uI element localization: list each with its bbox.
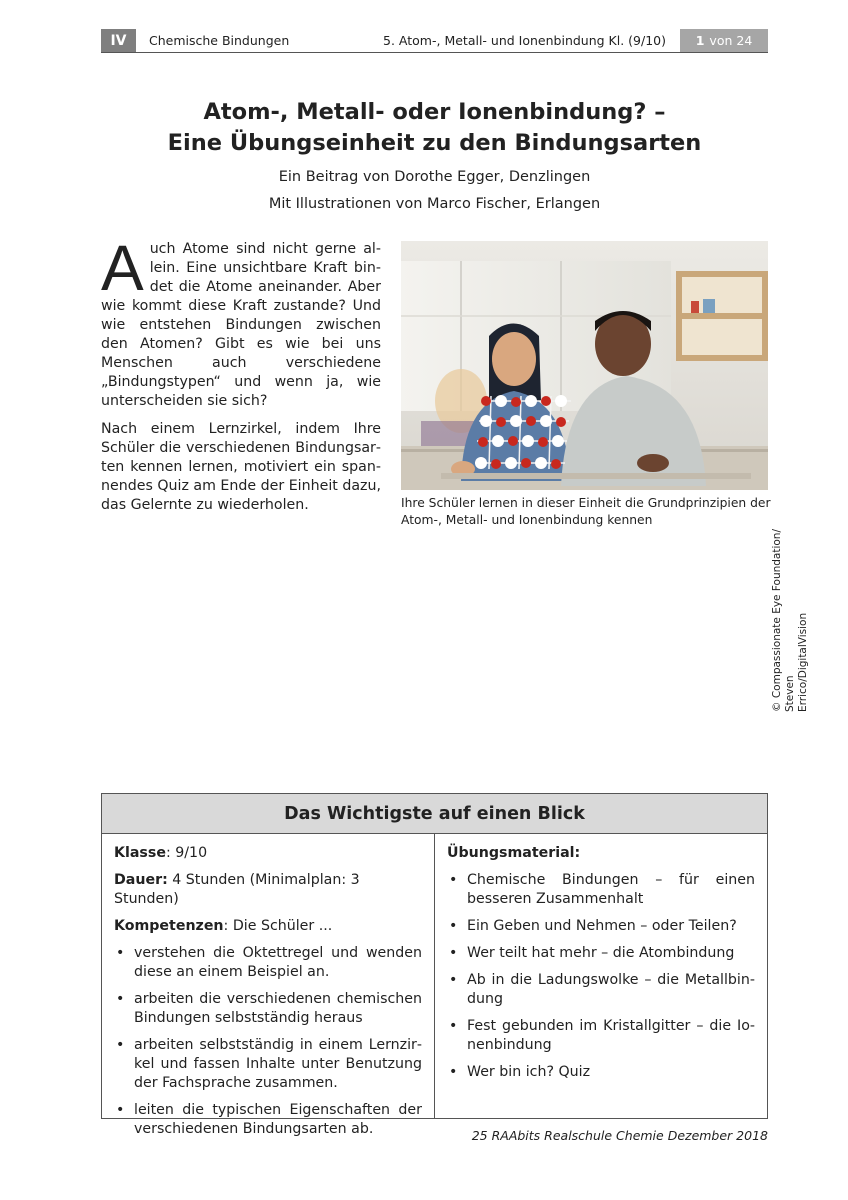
page-header: [101, 29, 768, 53]
class-label: Klasse: [114, 845, 166, 861]
list-item: • leiten die typischen Eigenschaften der verschiedenen Bindungsarten ab.: [114, 1101, 422, 1139]
summary-heading: Das Wichtigste auf einen Blick: [102, 794, 767, 834]
intro-paragraph-1-text: uch Atome sind nicht gerne allein. Eine unsichtbare Kraft bindet die Atome aneinander. Aber wie kommt diese Kraft zustande? Und wie entstehen Bindungen zwischen den Atomen? Gibt es wie bei uns Menschen auch verschiedene „Bindungstypen“ und wenn ja, wie unterscheiden sie sich?: [101, 241, 381, 409]
intro-text: [101, 232, 381, 524]
list-item: • verstehen die Oktettregel und wenden diese an einem Beispiel an.: [114, 944, 422, 982]
class-row: [114, 844, 422, 863]
page-current: 1: [695, 33, 705, 48]
photo-credit-line-1: © Compassionate Eye Foundation/ Steven: [771, 528, 796, 712]
list-item: • Wer bin ich? Quiz: [447, 1063, 755, 1082]
competencies-label: Kompetenzen: [114, 918, 224, 934]
photo-credit: [771, 490, 809, 740]
header-subject: Chemische Bindungen: [149, 33, 290, 48]
classroom-photo: [401, 241, 768, 490]
intro-paragraph-2: Nach einem Lernzirkel, indem Ihre Schüler die verschiedenen Bindungsarten kennen lernen, motiviert ein spannendes Quiz am Ende der Einheit dazu, das Gelernte zu wiederholen.: [101, 421, 381, 513]
header-unit: 5. Atom-, Metall- und Ionenbindung Kl. (9/10): [383, 33, 666, 48]
author-line: Ein Beitrag von Dorothe Egger, Denzlingen: [278, 169, 591, 185]
material-list: [447, 871, 755, 1082]
list-item: • Ein Geben und Nehmen – oder Teilen?: [447, 917, 755, 936]
competencies-row: [114, 917, 422, 936]
title-line-2: Eine Übungseinheit zu den Bindungsarten: [167, 130, 702, 156]
photo-caption: Ihre Schüler lernen in dieser Einheit die Grundprinzipien der Atom-, Metall- und Ionenbindung kennen: [401, 496, 771, 527]
class-value: : 9/10: [165, 845, 208, 861]
competencies-list: [114, 944, 422, 1139]
duration-row: [114, 871, 422, 909]
page-indicator: [680, 29, 768, 52]
drop-cap: A: [101, 232, 144, 304]
photo-illustration: [401, 241, 768, 490]
duration-value: 4 Stunden (Minimalplan: 3 Stunden): [114, 872, 360, 907]
photo-credit-line-2: Errico/DigitalVision: [797, 612, 809, 712]
material-label: Übungsmaterial:: [447, 845, 581, 861]
document-title: [101, 97, 768, 159]
material-row: [447, 844, 755, 863]
list-item: • arbeiten die verschiedenen chemischen Bindungen selbstständig heraus: [114, 990, 422, 1028]
title-line-1: Atom-, Metall- oder Ionenbindung? –: [203, 99, 666, 125]
list-item: • Wer teilt hat mehr – die Atombindung: [447, 944, 755, 963]
section-number: IV: [101, 29, 136, 52]
intro-paragraph-1: [101, 232, 381, 411]
page-footer: 25 RAAbits Realschule Chemie Dezember 2018: [471, 1128, 768, 1143]
list-item: • arbeiten selbstständig in einem Lernzirkel und fassen Inhalte unter Benutzung der Fachsprache zusammen.: [114, 1036, 422, 1093]
page-total: von 24: [709, 33, 753, 48]
illustrator-line: Mit Illustrationen von Marco Fischer, Erlangen: [268, 196, 601, 212]
list-item: • Fest gebunden im Kristallgitter – die Ionenbindung: [447, 1017, 755, 1055]
summary-right-column: [435, 834, 767, 1118]
list-item: • Chemische Bindungen – für einen besseren Zusammenhalt: [447, 871, 755, 909]
duration-label: Dauer:: [114, 872, 168, 888]
summary-left-column: [102, 834, 435, 1137]
list-item: • Ab in die Ladungswolke – die Metallbindung: [447, 971, 755, 1009]
competencies-value: : Die Schüler ...: [223, 918, 333, 934]
